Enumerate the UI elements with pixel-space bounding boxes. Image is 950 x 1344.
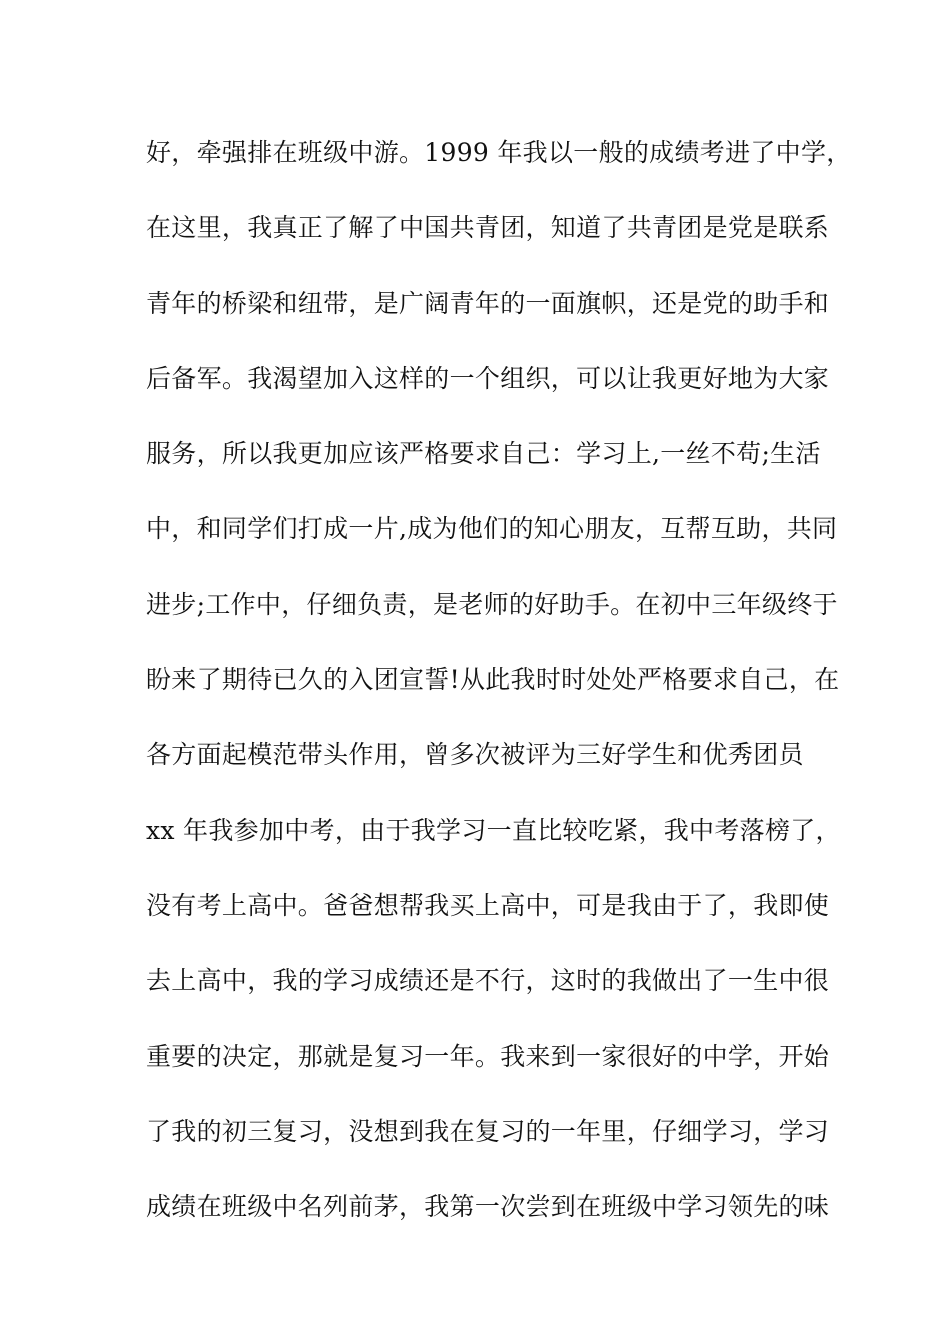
text-line: 去上高中，我的学习成绩还是不行，这时的我做出了一生中很 bbox=[146, 966, 830, 996]
text-line: 好，牵强排在班级中游。1999 年我以一般的成绩考进了中学， bbox=[146, 138, 852, 167]
text-line: 进步;工作中，仔细负责，是老师的好助手。在初中三年级终于 bbox=[146, 589, 838, 619]
text-line: 盼来了期待已久的入团宣誓!从此我时时处处严格要求自己，在 bbox=[146, 665, 840, 695]
text-line: 各方面起模范带头作用，曾多次被评为三好学生和优秀团员 bbox=[146, 740, 804, 770]
text-line: 没有考上高中。爸爸想帮我买上高中，可是我由于了，我即使 bbox=[146, 890, 830, 920]
text-line: 服务，所以我更加应该严格要求自己：学习上,一丝不苟;生活 bbox=[146, 439, 821, 469]
body-text bbox=[146, 131, 852, 1260]
text-line: 了我的初三复习，没想到我在复习的一年里，仔细学习，学习 bbox=[146, 1116, 830, 1146]
text-line: 重要的决定，那就是复习一年。我来到一家很好的中学，开始 bbox=[146, 1041, 830, 1071]
text-line: 在这里，我真正了解了中国共青团，知道了共青团是党是联系 bbox=[146, 213, 830, 243]
text-line: 后备军。我渴望加入这样的一个组织，可以让我更好地为大家 bbox=[146, 363, 830, 393]
text-line: 成绩在班级中名列前茅，我第一次尝到在班级中学习领先的味 bbox=[146, 1192, 830, 1222]
text-line: xx 年我参加中考，由于我学习一直比较吃紧，我中考落榜了， bbox=[146, 815, 841, 845]
text-line: 中，和同学们打成一片,成为他们的知心朋友，互帮互助，共同 bbox=[146, 514, 838, 544]
text-line: 青年的桥梁和纽带，是广阔青年的一面旗帜，还是党的助手和 bbox=[146, 288, 830, 318]
